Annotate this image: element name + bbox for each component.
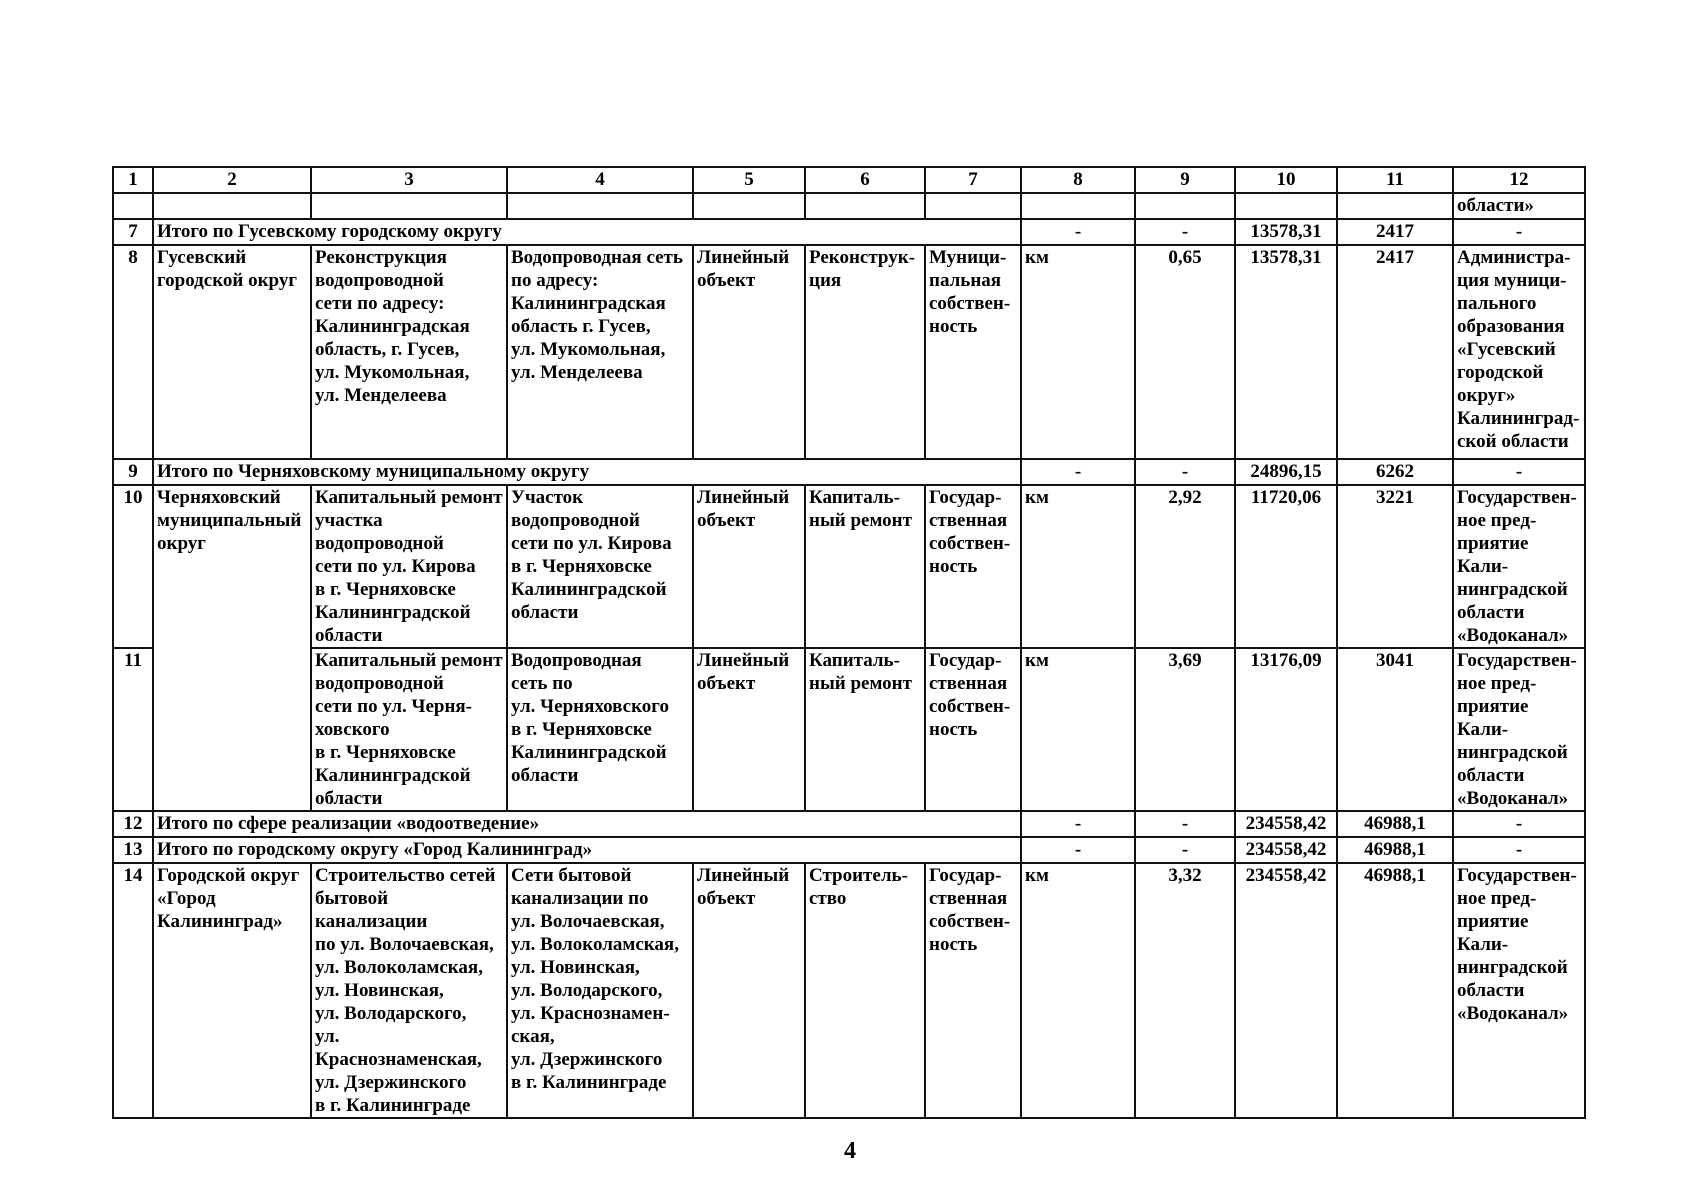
row-number: 14 [113,863,153,1118]
responsible-cell: Государствен- ное пред- приятие Кали- нинградской области «Водоканал» [1453,485,1585,648]
row-number: 7 [113,219,153,245]
district-cell: Городской округ «Город Калининград» [153,863,311,1118]
row-number: 10 [113,485,153,648]
quantity-cell: 2,92 [1135,485,1235,648]
unit-cell: - [1021,459,1135,485]
table-row [113,485,1585,648]
row-number: 13 [113,837,153,863]
total-label: Итого по сфере реализации «водоотведение» [153,811,1021,837]
cost-cell: 11720,06 [1235,485,1337,648]
unit-cell: км [1021,863,1135,1118]
cost-cell: 13176,09 [1235,648,1337,811]
responsible-cell: - [1453,219,1585,245]
page-number: 4 [844,1138,856,1164]
continuation-row [113,193,1585,219]
object-type-cell: Линейный объект [693,245,805,459]
column-number: 1 [113,167,153,193]
quantity-cell: 3,69 [1135,648,1235,811]
cost-cell: 13578,31 [1235,219,1337,245]
object-type-cell: Линейный объект [693,648,805,811]
table-row [113,245,1585,459]
total-row [113,811,1585,837]
column-number: 9 [1135,167,1235,193]
row-number: 11 [113,648,153,811]
row-number: 9 [113,459,153,485]
unit-cell: км [1021,485,1135,648]
total-row [113,459,1585,485]
continued-text: области» [1453,193,1585,219]
column-number: 12 [1453,167,1585,193]
quantity-cell: 3,32 [1135,863,1235,1118]
row-number: 12 [113,811,153,837]
value-cell: 3041 [1337,648,1453,811]
object-cell: Водопроводная сеть по адресу: Калининградская область г. Гусев, ул. Мукомольная, ул. Менделеева [507,245,693,459]
unit-cell: - [1021,219,1135,245]
column-number: 6 [805,167,925,193]
value-cell: 3221 [1337,485,1453,648]
work-type-cell: Строитель- ство [805,863,925,1118]
cost-cell: 234558,42 [1235,863,1337,1118]
ownership-cell: Государ- ственная собствен- ность [925,648,1021,811]
cost-cell: 234558,42 [1235,811,1337,837]
ownership-cell: Государ- ственная собствен- ность [925,485,1021,648]
cost-cell: 24896,15 [1235,459,1337,485]
work-description-cell: Строительство сетей бытовой канализации по ул. Волочаевская, ул. Волоколамская, ул. Новинская, ул. Володарского, ул. Краснознаменская, ул. Дзержинского в г. Калининграде [311,863,507,1118]
value-cell: 2417 [1337,219,1453,245]
work-description-cell: Капитальный ремонт участка водопроводной сети по ул. Кирова в г. Черняховске Калининградской области [311,485,507,648]
quantity-cell: 0,65 [1135,245,1235,459]
work-description-cell: Капитальный ремонт водопроводной сети по ул. Черня- ховского в г. Черняховске Калининградской области [311,648,507,811]
unit-cell: км [1021,245,1135,459]
document-table [112,166,1586,1119]
work-type-cell: Капиталь- ный ремонт [805,485,925,648]
total-row [113,837,1585,863]
unit-cell: - [1021,837,1135,863]
quantity-cell: - [1135,459,1235,485]
responsible-cell: Государствен- ное пред- приятие Кали- нинградской области «Водоканал» [1453,648,1585,811]
column-number: 3 [311,167,507,193]
cost-cell: 13578,31 [1235,245,1337,459]
work-type-cell: Реконструк- ция [805,245,925,459]
value-cell: 46988,1 [1337,811,1453,837]
row-number: 8 [113,245,153,459]
quantity-cell: - [1135,837,1235,863]
object-cell: Водопроводная сеть по ул. Черняховского в г. Черняховске Калининградской области [507,648,693,811]
responsible-cell: Государствен- ное пред- приятие Кали- нинградской области «Водоканал» [1453,863,1585,1118]
column-number: 8 [1021,167,1135,193]
object-cell: Участок водопроводной сети по ул. Кирова в г. Черняховске Калининградской области [507,485,693,648]
total-row [113,219,1585,245]
work-type-cell: Капиталь- ный ремонт [805,648,925,811]
column-number: 5 [693,167,805,193]
quantity-cell: - [1135,811,1235,837]
total-label: Итого по городскому округу «Город Калининград» [153,837,1021,863]
responsible-cell: Администра- ция муници- пального образования «Гусевский городской округ» Калининград- ской области [1453,245,1585,459]
district-cell: Черняховский муниципальный округ [153,485,311,811]
object-type-cell: Линейный объект [693,485,805,648]
value-cell: 46988,1 [1337,837,1453,863]
cost-cell: 234558,42 [1235,837,1337,863]
quantity-cell: - [1135,219,1235,245]
value-cell: 6262 [1337,459,1453,485]
column-number: 10 [1235,167,1337,193]
ownership-cell: Государ- ственная собствен- ность [925,863,1021,1118]
total-label: Итого по Черняховскому муниципальному округу [153,459,1021,485]
table-row [113,863,1585,1118]
column-number: 2 [153,167,311,193]
district-cell: Гусевский городской округ [153,245,311,459]
object-type-cell: Линейный объект [693,863,805,1118]
value-cell: 46988,1 [1337,863,1453,1118]
object-cell: Сети бытовой канализации по ул. Волочаевская, ул. Волоколамская, ул. Новинская, ул. Володарского, ул. Краснознамен- ская, ул. Дзержинского в г. Калининграде [507,863,693,1118]
column-number: 7 [925,167,1021,193]
column-number: 11 [1337,167,1453,193]
work-description-cell: Реконструкция водопроводной сети по адресу: Калининградская область, г. Гусев, ул. Мукомольная, ул. Менделеева [311,245,507,459]
responsible-cell: - [1453,837,1585,863]
value-cell: 2417 [1337,245,1453,459]
total-label: Итого по Гусевскому городскому округу [153,219,1021,245]
responsible-cell: - [1453,811,1585,837]
ownership-cell: Муници- пальная собствен- ность [925,245,1021,459]
responsible-cell: - [1453,459,1585,485]
column-number-header-row [113,167,1585,193]
table-row [113,648,1585,811]
column-number: 4 [507,167,693,193]
unit-cell: - [1021,811,1135,837]
unit-cell: км [1021,648,1135,811]
